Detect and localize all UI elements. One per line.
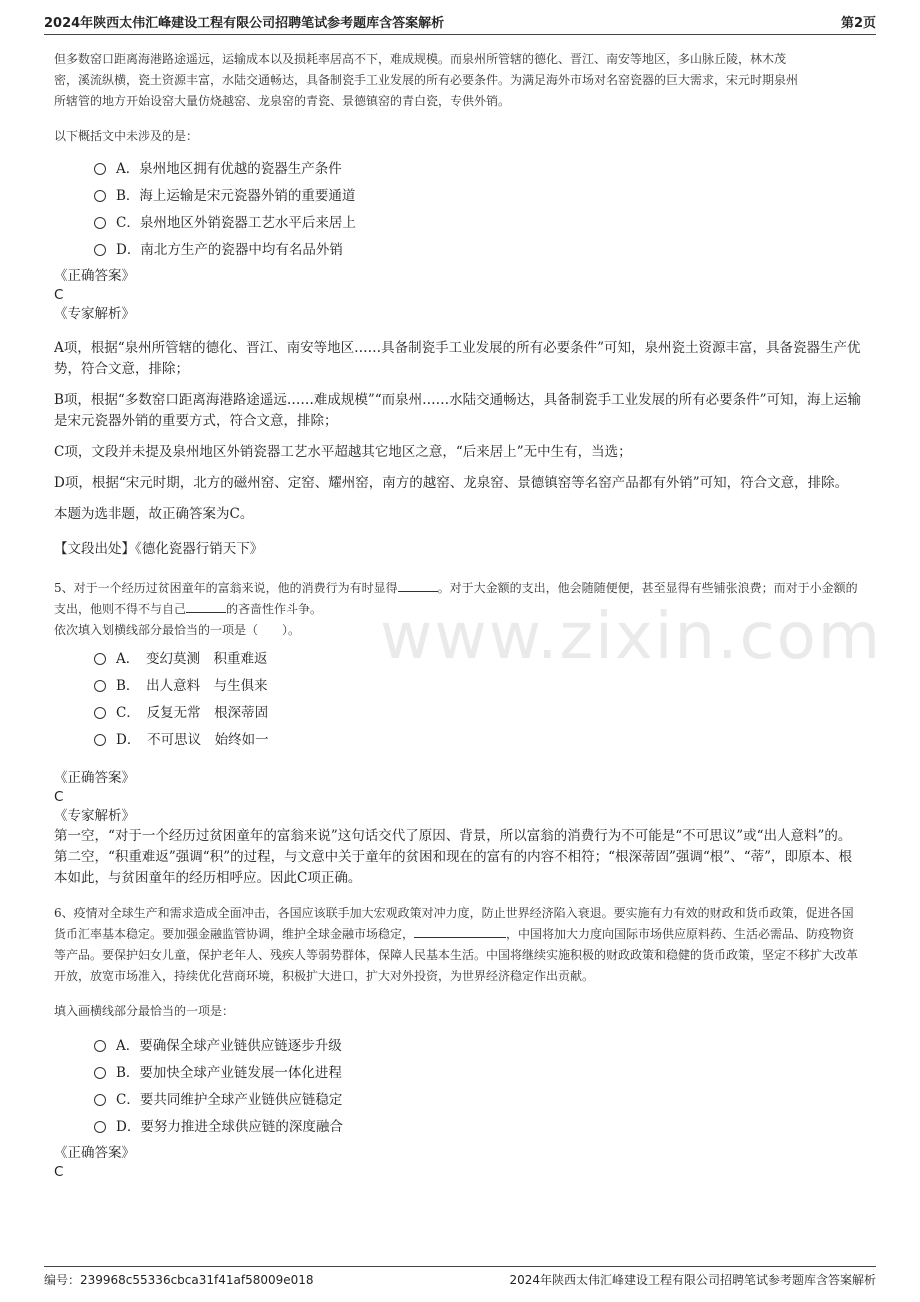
analysis-paragraph: D项，根据“宋元时期，北方的磁州窑、定窑、耀州窑，南方的越窑、龙泉窑、景德镇窑等名窑产品都有外销”可知，符合文意，排除。 xyxy=(54,475,849,491)
option-label: C．要共同维护全球产业链供应链稳定 xyxy=(116,1091,343,1108)
fill-blank xyxy=(414,925,506,938)
option-b[interactable] xyxy=(94,1057,862,1084)
answer-value: C xyxy=(54,287,64,303)
option-label: A． 变幻莫测 积重难返 xyxy=(116,650,268,667)
option-label: D．南北方生产的瓷器中均有名品外销 xyxy=(116,241,343,258)
question-stem xyxy=(54,903,862,987)
stem-text: ，中国将加大力度向国际市场供应原料药、生活必需品、防疫物资等产品。要保护妇女儿童，保护老年人、残疾人等弱势群体，保障人民基本生活。中国将继续实施积极的财政政策和稳健的货币政策，坚定不移扩大改革开放，放宽市场准入，持续优化营商环境，积极扩大进口，扩大对外投资，为世界经济稳定作出贡献。 xyxy=(54,927,859,983)
passage-fragment-cut xyxy=(54,40,862,49)
passage-line: 但多数窑口距离海港路途遥远，运输成本以及损耗率居高不下，难成规模。而泉州所管辖的德化、晋江、南安等地区，多山脉丘陵，林木茂 xyxy=(54,52,787,66)
footer-title: 2024年陕西太伟汇峰建设工程有限公司招聘笔试参考题库含答案解析 xyxy=(509,1273,876,1287)
option-c[interactable] xyxy=(94,207,862,234)
option-label: B．要加快全球产业链发展一体化进程 xyxy=(116,1064,342,1081)
radio-icon[interactable] xyxy=(94,190,106,202)
analysis-paragraph: C项，文段并未提及泉州地区外销瓷器工艺水平超越其它地区之意，“后来居上”无中生有，当选； xyxy=(54,444,632,460)
radio-icon[interactable] xyxy=(94,217,106,229)
question-6 xyxy=(54,903,862,1182)
option-label: B． 出人意料 与生俱来 xyxy=(116,677,268,694)
option-b[interactable] xyxy=(94,180,862,207)
answer-value: C xyxy=(54,1164,64,1180)
answer-heading: 《正确答案》 xyxy=(54,268,135,284)
option-c[interactable] xyxy=(94,1084,862,1111)
answer-heading: 《正确答案》 xyxy=(54,1145,135,1161)
analysis-paragraph: 第一空，“对于一个经历过贫困童年的富翁来说”这句话交代了原因、背景，所以富翁的消费行为不可能是“不可思议”或“出人意料”的。第二空，“积重难返”强调“积”的过程，与文意中关于童年的贫困和现在的富有的内容不相符；“根深蒂固”强调“根”、“蒂”，即原本、根本如此，与贫困童年的经历相呼应。因此C项正确。 xyxy=(54,828,853,886)
radio-icon[interactable] xyxy=(94,1067,106,1079)
radio-icon[interactable] xyxy=(94,680,106,692)
radio-icon[interactable] xyxy=(94,734,106,746)
watermark-text: www.zixin.com xyxy=(380,600,883,674)
option-list xyxy=(94,1030,862,1138)
option-label: D． 不可思议 始终如一 xyxy=(116,731,269,748)
header-title: 2024年陕西太伟汇峰建设工程有限公司招聘笔试参考题库含答案解析 xyxy=(44,16,445,31)
option-label: A．泉州地区拥有优越的瓷器生产条件 xyxy=(116,160,342,177)
page-footer xyxy=(44,1266,876,1293)
answer-value: C xyxy=(54,789,64,805)
option-a[interactable] xyxy=(94,1030,862,1057)
analysis-paragraph: A项，根据“泉州所管辖的德化、晋江、南安等地区……具备制瓷手工业发展的所有必要条件”可知，泉州瓷土资源丰富，具备瓷器生产优势，符合文意，排除； xyxy=(54,340,861,377)
radio-icon[interactable] xyxy=(94,707,106,719)
option-label: B．海上运输是宋元瓷器外销的重要通道 xyxy=(116,187,356,204)
question-4 xyxy=(54,40,862,560)
option-b[interactable] xyxy=(94,670,862,697)
question-instruction: 依次填入划横线部分最恰当的一项是（ ）。 xyxy=(54,623,301,637)
source-book: 《德化瓷器行销天下》 xyxy=(135,541,264,557)
fill-blank xyxy=(398,579,438,592)
analysis-heading: 《专家解析》 xyxy=(54,306,135,322)
question-5 xyxy=(54,578,862,889)
option-d[interactable] xyxy=(94,234,862,261)
stem-text: 5、对于一个经历过贫困童年的富翁来说，他的消费行为有时显得 xyxy=(54,581,398,595)
option-a[interactable] xyxy=(94,153,862,180)
analysis-heading: 《专家解析》 xyxy=(54,808,135,824)
option-list xyxy=(94,153,862,261)
stem-text: 。对于大金额的支出，他会随随便便，甚至显得有些铺张浪费；而对于小金额的支出，他则不得不与自己 xyxy=(54,581,858,616)
document-body xyxy=(54,40,862,1262)
option-label: C． 反复无常 根深蒂固 xyxy=(116,704,269,721)
question-instruction: 填入画横线部分最恰当的一项是： xyxy=(54,1004,235,1018)
answer-heading: 《正确答案》 xyxy=(54,770,135,786)
radio-icon[interactable] xyxy=(94,653,106,665)
fill-blank xyxy=(186,600,226,613)
passage-line: 所辖管的地方开始设窑大量仿烧越窑、龙泉窑的青瓷、景德镇窑的青白瓷，专供外销。 xyxy=(54,94,511,108)
option-d[interactable] xyxy=(94,724,862,751)
option-label: A．要确保全球产业链供应链逐步升级 xyxy=(116,1037,342,1054)
source-citation xyxy=(54,539,862,560)
stem-text: 的吝啬性作斗争。 xyxy=(226,602,323,616)
analysis-conclusion: 本题为选非题，故正确答案为C。 xyxy=(54,506,254,522)
option-d[interactable] xyxy=(94,1111,862,1138)
passage-line: 密，溪流纵横，瓷土资源丰富，水陆交通畅达，具备制瓷手工业发展的所有必要条件。为满足海外市场对名窑瓷器的巨大需求，宋元时期泉州 xyxy=(54,73,799,87)
question-stem xyxy=(54,578,862,620)
option-label: C．泉州地区外销瓷器工艺水平后来居上 xyxy=(116,214,356,231)
radio-icon[interactable] xyxy=(94,163,106,175)
option-list xyxy=(94,643,862,751)
option-a[interactable] xyxy=(94,643,862,670)
radio-icon[interactable] xyxy=(94,1040,106,1052)
footer-doc-id: 编号：239968c55336cbca31f41af58009e018 xyxy=(44,1273,314,1287)
analysis-paragraph: B项，根据“多数窑口距离海港路途遥远……难成规模”“而泉州……水陆交通畅达，具备制瓷手工业发展的所有必要条件”可知，海上运输是宋元瓷器外销的重要方式，符合文意，排除； xyxy=(54,392,862,429)
option-label: D．要努力推进全球供应链的深度融合 xyxy=(116,1118,343,1135)
stem-text: 6、疫情对全球生产和需求造成全面冲击，各国应该联手加大宏观政策对冲力度，防止世界经济陷入衰退。要实施有力有效的财政和货币政策，促进各国货币汇率基本稳定。要加强金融监管协调，维护全球金融市场稳定， xyxy=(54,906,854,941)
question-stem: 以下概括文中未涉及的是： xyxy=(54,129,199,143)
source-label: 【文段出处】 xyxy=(54,541,135,557)
radio-icon[interactable] xyxy=(94,244,106,256)
radio-icon[interactable] xyxy=(94,1121,106,1133)
radio-icon[interactable] xyxy=(94,1094,106,1106)
option-c[interactable] xyxy=(94,697,862,724)
header-page-number: 第2页 xyxy=(840,16,876,31)
page-header xyxy=(44,12,876,35)
